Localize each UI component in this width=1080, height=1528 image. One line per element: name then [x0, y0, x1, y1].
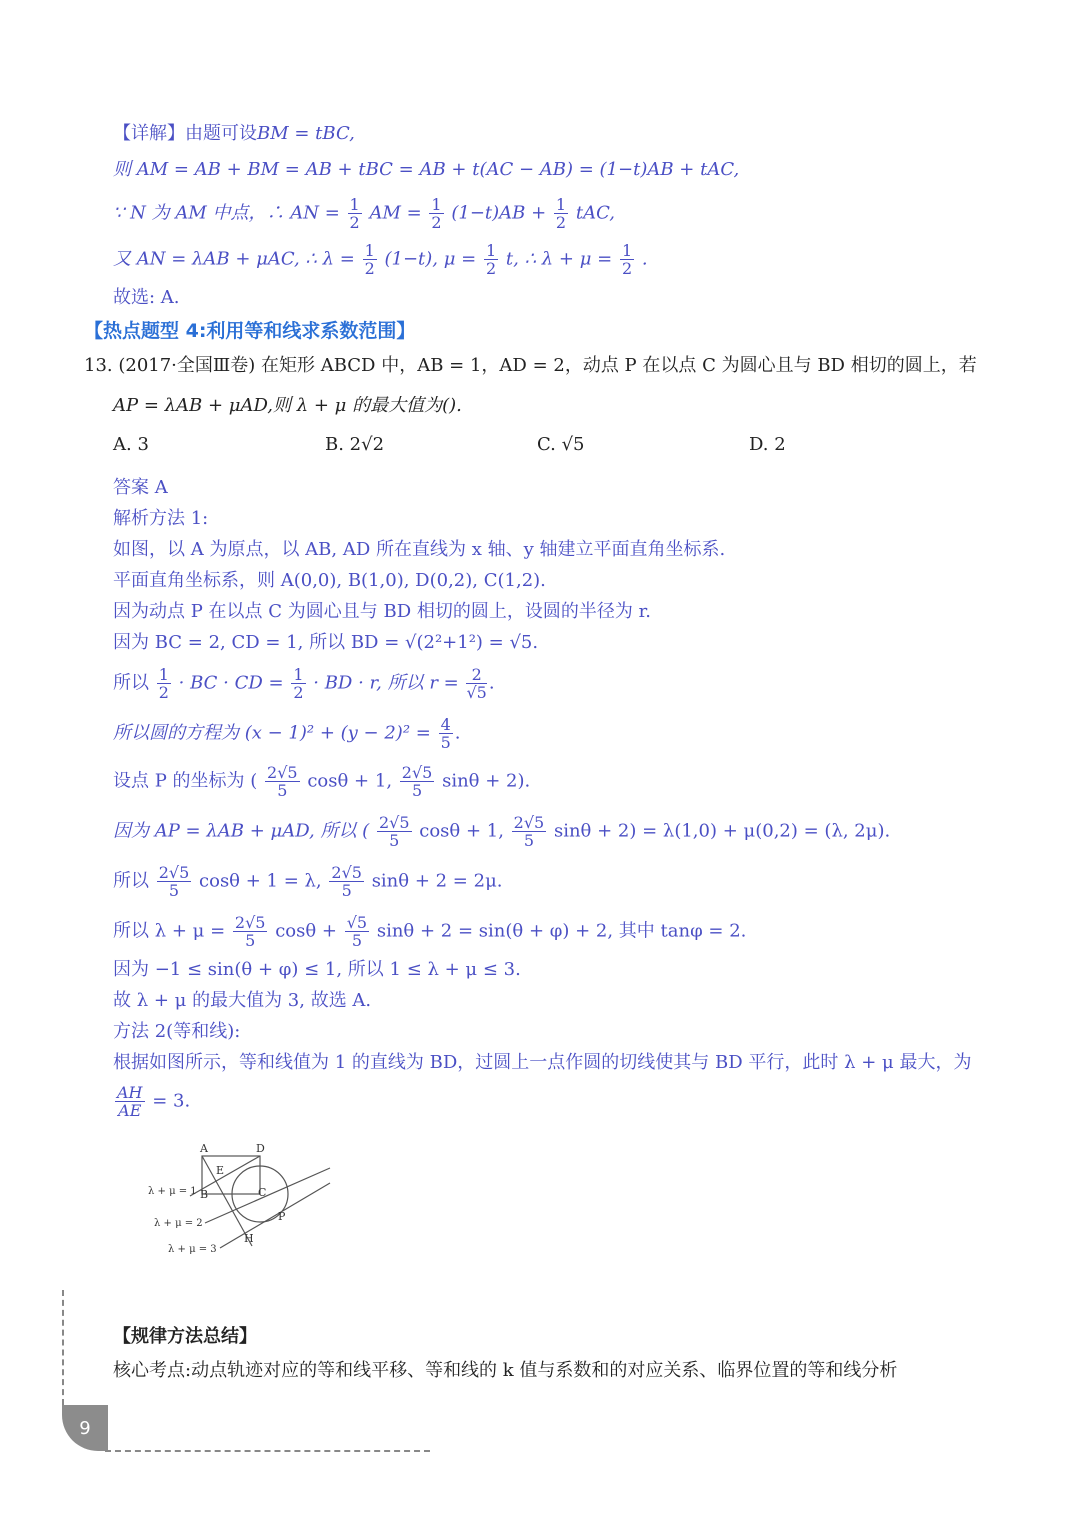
- answer-line-13: 因为 −1 ≤ sin(θ + φ) ≤ 1, 所以 1 ≤ λ + μ ≤ 3.: [113, 959, 521, 980]
- answer-line-10: 因为 AP = λAB + μAD, 所以 ( $\frac{2√5}{5}$ cosθ + 1, $\frac{2√5}{5}$ sinθ + 2) = λ(1,0) + μ(0,2) = (λ, 2μ).: [113, 813, 891, 850]
- label-p: P: [278, 1210, 286, 1223]
- answer-line-9: 设点 P 的坐标为 ( $\frac{2√5}{5}$ cosθ + 1, $\frac{2√5}{5}$ sinθ + 2).: [113, 763, 531, 800]
- solution-line-2: 则 AM = AB + BM = AB + tBC = AB + t(AC − AB) = (1−t)AB + tAC,: [113, 159, 740, 180]
- summary-text: 核心考点:动点轨迹对应的等和线平移、等和线的 k 值与系数和的对应关系、临界位置的等和线分析: [113, 1360, 898, 1381]
- label-c: C: [258, 1186, 267, 1199]
- label-e: E: [216, 1164, 225, 1177]
- answer-line-12: 所以 λ + μ = $\frac{2√5}{5}$ cosθ + $\frac{√5}{5}$ sinθ + 2 = sin(θ + φ) + 2, 其中 tanφ = 2.: [113, 913, 747, 950]
- level-1-label: λ + μ = 1: [148, 1186, 197, 1197]
- answer-line-11: 所以 $\frac{2√5}{5}$ cosθ + 1 = λ, $\frac{2√5}{5}$ sinθ + 2 = 2μ.: [113, 863, 503, 900]
- level-3-label: λ + μ = 3: [168, 1244, 217, 1255]
- geometry-figure: [140, 1138, 340, 1256]
- section-title: 【热点题型 4:利用等和线求系数范围】: [84, 320, 416, 342]
- question-line-2: AP = λAB + μAD,则 λ + μ 的最大值为().: [113, 395, 462, 416]
- answer-line-5: 因为动点 P 在以点 C 为圆心且与 BD 相切的圆上，设圆的半径为 r.: [113, 601, 651, 622]
- label-h: H: [244, 1232, 254, 1245]
- level-2-label: λ + μ = 2: [154, 1218, 203, 1229]
- answer-line-8: 所以圆的方程为 (x − 1)² + (y − 2)² = $\frac{4}{5}$ .: [113, 715, 461, 752]
- summary-border-left: [62, 1290, 64, 1405]
- page-number: 9: [79, 1417, 91, 1439]
- option-b: B. 2√2: [325, 434, 385, 455]
- option-c: C. √5: [537, 434, 585, 455]
- answer-line-1: 答案 A: [113, 477, 168, 498]
- solution-line-4: 又 AN = λAB + μAC, ∴ λ = $\frac{1}{2}$ (1−t), μ = $\frac{1}{2}$ t, ∴ λ + μ = $\frac{1}{2}$ .: [113, 241, 648, 278]
- answer-line-3: 如图，以 A 为原点，以 AB, AD 所在直线为 x 轴、y 轴建立平面直角坐标系.: [113, 539, 726, 560]
- label-a: A: [200, 1142, 208, 1155]
- solution-line-5: 故选: A.: [113, 287, 180, 308]
- label-b: B: [200, 1188, 209, 1201]
- solution-line-1: 【详解】由题可设BM = tBC,: [113, 123, 355, 144]
- label-d: D: [256, 1142, 265, 1155]
- answer-line-14: 故 λ + μ 的最大值为 3, 故选 A.: [113, 990, 372, 1011]
- answer-line-4: 平面直角坐标系，则 A(0,0), B(1,0), D(0,2), C(1,2).: [113, 570, 546, 591]
- question-line-1: 13. (2017·全国Ⅲ卷) 在矩形 ABCD 中，AB = 1，AD = 2，动点 P 在以点 C 为圆心且与 BD 相切的圆上，若: [84, 355, 977, 376]
- answer-line-15: 方法 2(等和线):: [113, 1021, 241, 1042]
- option-d: D. 2: [749, 434, 786, 455]
- page-number-tab: [62, 1405, 108, 1451]
- option-a: A. 3: [113, 434, 149, 455]
- summary-title: 【规律方法总结】: [113, 1326, 257, 1347]
- answer-line-6: 因为 BC = 2, CD = 1, 所以 BD = √(2²+1²) = √5.: [113, 632, 539, 653]
- answer-line-17: $\frac{AH}{AE}$ = 3.: [117, 1083, 191, 1120]
- solution-line-3: ∵ N 为 AM 中点，∴ AN = $\frac{1}{2}$ AM = $\frac{1}{2}$ (1−t)AB + $\frac{1}{2}$ tAC,: [113, 195, 615, 232]
- answer-line-2: 解析方法 1:: [113, 508, 209, 529]
- answer-line-7: 所以 $\frac{1}{2}$ · BC · CD = $\frac{1}{2}$ · BD · r, 所以 r = $\frac{2}{√5}$ .: [113, 665, 495, 702]
- answer-line-16: 根据如图所示，等和线值为 1 的直线为 BD，过圆上一点作圆的切线使其与 BD 平行，此时 λ + μ 最大，为: [113, 1052, 972, 1073]
- rectangle-abcd: [202, 1156, 260, 1194]
- footer-dashed-line: [105, 1450, 430, 1452]
